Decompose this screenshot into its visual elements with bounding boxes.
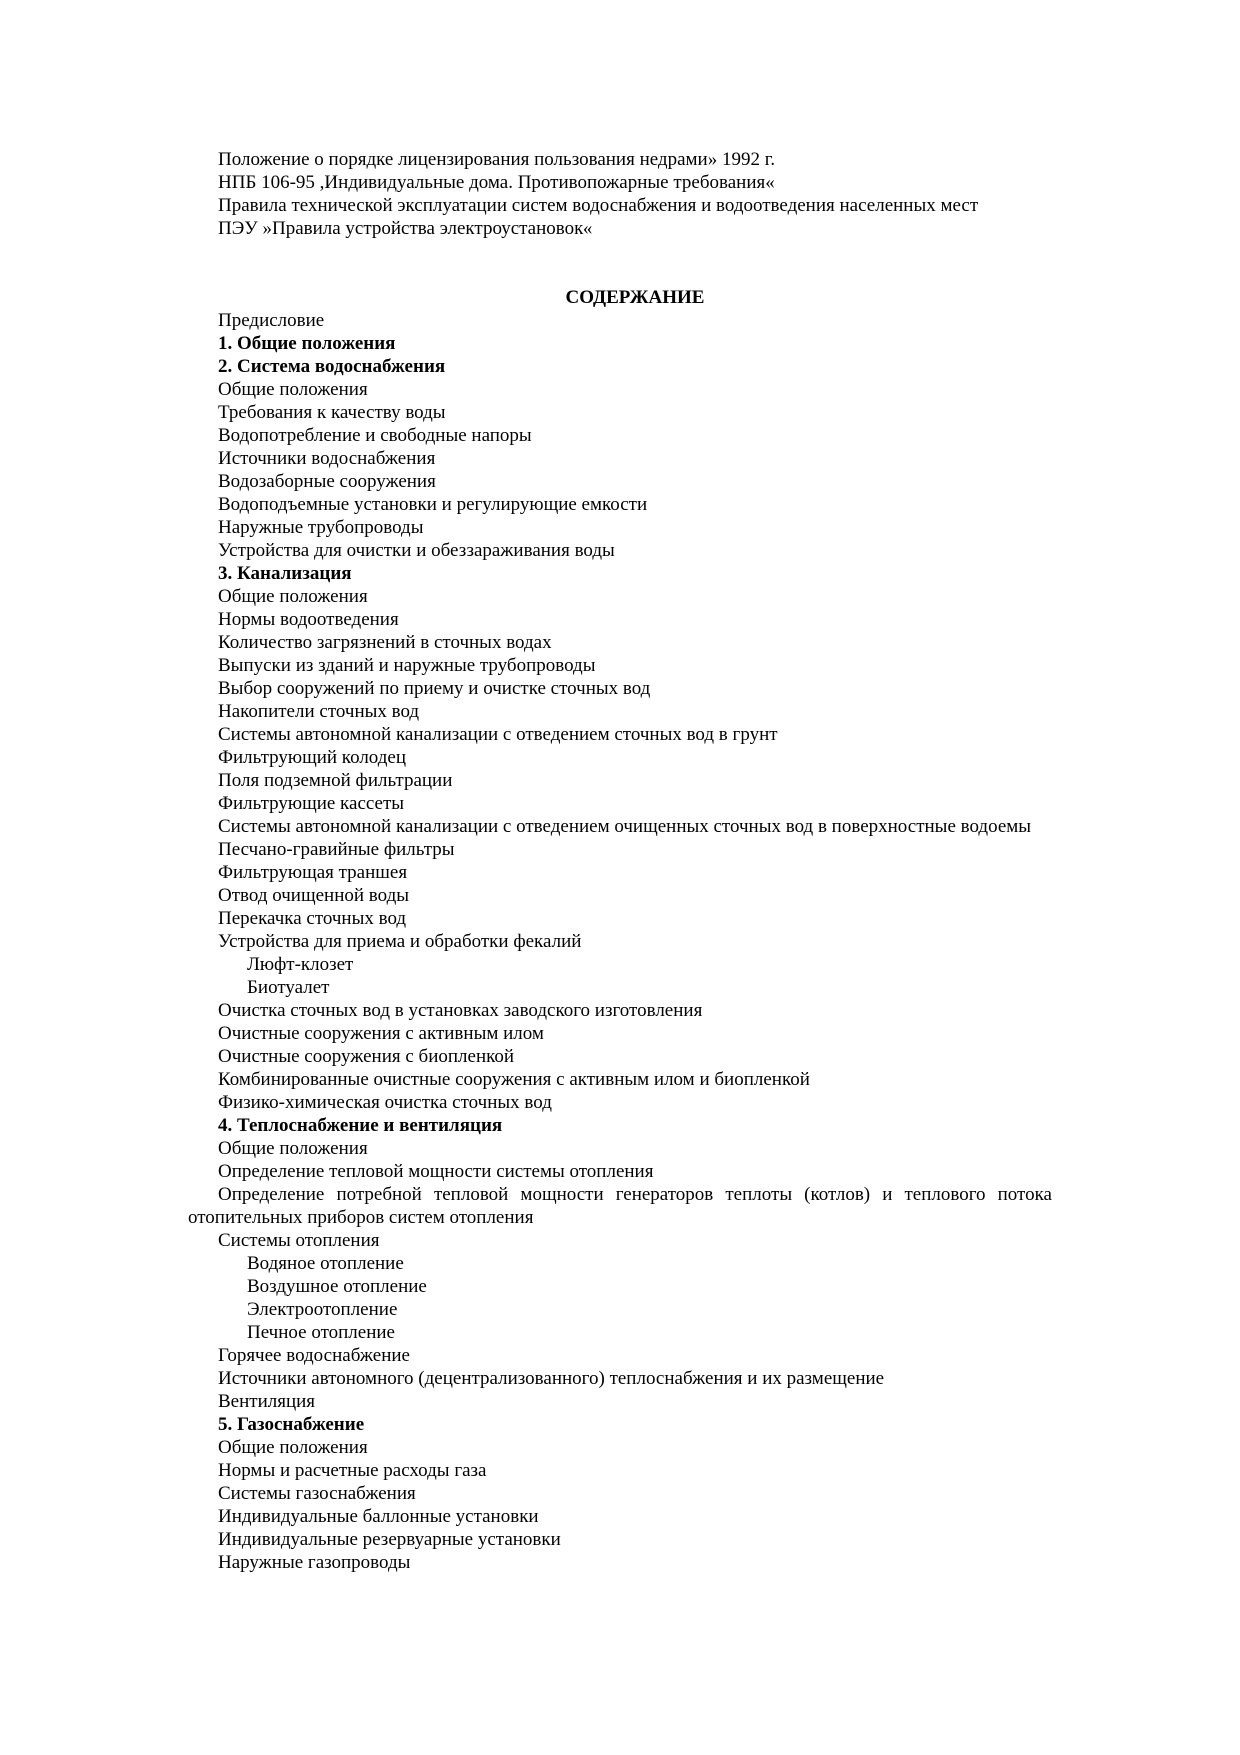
toc-item: Устройства для приема и обработки фекалий	[218, 931, 582, 952]
toc-item: Общие положения	[218, 379, 368, 400]
reference-line: Правила технической эксплуатации систем водоснабжения и водоотведения населенных мест	[218, 195, 979, 216]
toc-item: Фильтрующие кассеты	[218, 793, 405, 814]
toc-item: Источники водоснабжения	[218, 448, 436, 469]
toc-item: Устройства для очистки и обеззараживания воды	[218, 540, 615, 561]
toc-item: Индивидуальные резервуарные установки	[218, 1529, 561, 1550]
spacer	[188, 240, 1052, 286]
toc-item: Водоподъемные установки и регулирующие емкости	[218, 494, 648, 515]
toc-item: Очистные сооружения с биопленкой	[218, 1046, 515, 1067]
document-page	[188, 148, 1052, 1574]
toc-item: Фильтрующая траншея	[218, 862, 408, 883]
toc-subitem: Люфт-клозет	[247, 954, 354, 975]
toc-item: Накопители сточных вод	[218, 701, 420, 722]
toc-subitem: Воздушное отопление	[247, 1276, 427, 1297]
toc-item: Наружные трубопроводы	[218, 517, 424, 538]
toc-item: Общие положения	[218, 1138, 368, 1159]
toc-item: Системы автономной канализации с отведением сточных вод в грунт	[218, 724, 778, 745]
toc-item: Индивидуальные баллонные установки	[218, 1506, 539, 1527]
toc-section-heading: 5. Газоснабжение	[218, 1414, 365, 1435]
toc-section-heading: 4. Теплоснабжение и вентиляция	[218, 1115, 503, 1136]
toc-item: Определение тепловой мощности системы отопления	[218, 1161, 654, 1182]
toc-item: Фильтрующий колодец	[218, 747, 407, 768]
toc-section-heading: 3. Канализация	[218, 563, 352, 584]
toc-item: Очистные сооружения с активным илом	[218, 1023, 544, 1044]
toc-item: Наружные газопроводы	[218, 1552, 411, 1573]
toc-item: Системы автономной канализации с отведением очищенных сточных вод в поверхностные водоемы	[218, 816, 1032, 837]
toc-item: Перекачка сточных вод	[218, 908, 407, 929]
toc-item: Общие положения	[218, 1437, 368, 1458]
toc-item: Вентиляция	[218, 1391, 316, 1412]
toc-section-heading: 2. Система водоснабжения	[218, 356, 446, 377]
reference-line: Положение о порядке лицензирования пользования недрами» 1992 г.	[218, 149, 776, 170]
toc-item: Поля подземной фильтрации	[218, 770, 453, 791]
toc-section-heading: 1. Общие положения	[218, 333, 396, 354]
toc-item: Определение потребной тепловой мощности генераторов теплоты (котлов) и теплового потока отопительных приборов систем отопления	[188, 1184, 1052, 1228]
toc-item: Выпуски из зданий и наружные трубопроводы	[218, 655, 596, 676]
toc-item: Системы газоснабжения	[218, 1483, 416, 1504]
toc-item: Требования к качеству воды	[218, 402, 446, 423]
toc-subitem: Печное отопление	[247, 1322, 395, 1343]
toc-item: Количество загрязнений в сточных водах	[218, 632, 552, 653]
toc-subitem: Водяное отопление	[247, 1253, 404, 1274]
toc-title: СОДЕРЖАНИЕ	[565, 287, 705, 308]
reference-line: ПЭУ »Правила устройства электроустановок«	[218, 218, 593, 239]
toc-item: Отвод очищенной воды	[218, 885, 410, 906]
toc-item: Предисловие	[218, 310, 325, 331]
toc-subitem: Биотуалет	[247, 977, 330, 998]
references-block	[188, 148, 1052, 240]
toc-item: Системы отопления	[218, 1230, 380, 1251]
toc-item: Нормы и расчетные расходы газа	[218, 1460, 487, 1481]
toc-item: Физико-химическая очистка сточных вод	[218, 1092, 552, 1113]
table-of-contents	[188, 309, 1052, 1574]
toc-item: Песчано-гравийные фильтры	[218, 839, 455, 860]
toc-item: Очистка сточных вод в установках заводского изготовления	[218, 1000, 703, 1021]
toc-item: Водопотребление и свободные напоры	[218, 425, 532, 446]
toc-item: Водозаборные сооружения	[218, 471, 436, 492]
toc-item: Нормы водоотведения	[218, 609, 399, 630]
toc-item: Источники автономного (децентрализованного) теплоснабжения и их размещение	[218, 1368, 885, 1389]
toc-item: Общие положения	[218, 586, 368, 607]
toc-subitem: Электроотопление	[247, 1299, 398, 1320]
toc-item: Выбор сооружений по приему и очистке сточных вод	[218, 678, 651, 699]
toc-item: Горячее водоснабжение	[218, 1345, 410, 1366]
reference-line: НПБ 106-95 ,Индивидуальные дома. Противопожарные требования«	[218, 172, 775, 193]
toc-item: Комбинированные очистные сооружения с активным илом и биопленкой	[218, 1069, 810, 1090]
